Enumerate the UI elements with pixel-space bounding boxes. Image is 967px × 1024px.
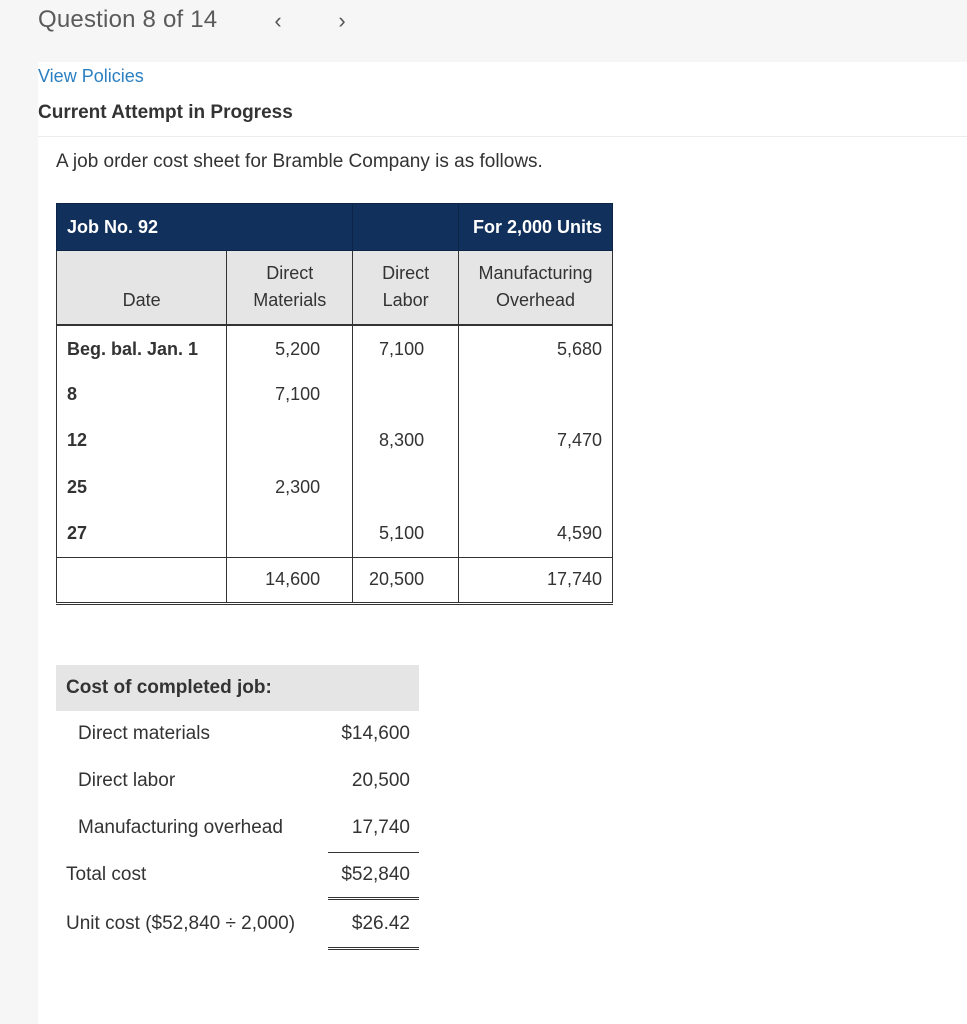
row-date: 12 xyxy=(57,418,227,465)
col-header-dm-line1: Direct xyxy=(266,263,314,284)
question-intro: A job order cost sheet for Bramble Company is as follows. xyxy=(56,151,543,172)
row-direct-labor: 5,100 xyxy=(353,511,459,558)
col-header-overhead xyxy=(459,251,613,325)
previous-question-button[interactable] xyxy=(268,8,288,34)
section-divider xyxy=(38,136,967,137)
col-header-direct-materials xyxy=(227,251,353,325)
totals-blank xyxy=(57,557,227,604)
unit-cost-value: $26.42 xyxy=(351,913,410,934)
chevron-left-icon: ‹ xyxy=(274,8,282,33)
subtotal-rule xyxy=(328,852,419,853)
table-row xyxy=(57,325,613,372)
job-number: Job No. 92 xyxy=(57,204,353,251)
total-cost-label: Total cost xyxy=(66,864,147,885)
col-header-dl-line2: Labor xyxy=(382,290,429,311)
row-direct-materials xyxy=(227,418,353,465)
col-header-direct-labor xyxy=(353,251,459,325)
row-date: 8 xyxy=(57,371,227,418)
row-date: 25 xyxy=(57,464,227,511)
completed-item-label: Manufacturing overhead xyxy=(78,817,283,838)
table-row xyxy=(57,464,613,511)
blank-header-cell xyxy=(353,204,459,251)
total-cost-value: $52,840 xyxy=(341,864,410,885)
row-direct-materials xyxy=(227,511,353,558)
table-row xyxy=(57,418,613,465)
row-direct-materials: 5,200 xyxy=(227,325,353,372)
col-header-dm-line2: Materials xyxy=(253,290,327,311)
completed-item-value: 20,500 xyxy=(351,770,410,791)
row-overhead: 4,590 xyxy=(459,511,613,558)
row-overhead: 5,680 xyxy=(459,325,613,372)
total-direct-labor: 20,500 xyxy=(353,557,459,604)
col-header-date: Date xyxy=(57,251,227,325)
question-counter: Question 8 of 14 xyxy=(38,6,218,33)
left-gutter xyxy=(0,62,38,1024)
row-overhead xyxy=(459,371,613,418)
row-overhead xyxy=(459,464,613,511)
completed-item-value: $14,600 xyxy=(341,723,410,744)
row-direct-materials: 2,300 xyxy=(227,464,353,511)
completed-item-label: Direct materials xyxy=(78,723,210,744)
table-row xyxy=(57,511,613,558)
row-date: Beg. bal. Jan. 1 xyxy=(57,325,227,372)
view-policies-link[interactable]: View Policies xyxy=(38,66,144,86)
completed-item-label: Direct labor xyxy=(78,770,176,791)
total-double-rule xyxy=(328,897,419,900)
row-date: 27 xyxy=(57,511,227,558)
unit-cost-double-rule xyxy=(328,947,419,950)
units-label: For 2,000 Units xyxy=(459,204,613,251)
table-row xyxy=(57,371,613,418)
row-direct-labor xyxy=(353,464,459,511)
job-order-cost-sheet xyxy=(56,203,613,605)
chevron-right-icon: › xyxy=(338,8,346,33)
row-direct-labor xyxy=(353,371,459,418)
col-header-oh-line1: Manufacturing xyxy=(478,263,593,284)
row-direct-labor: 8,300 xyxy=(353,418,459,465)
row-direct-materials: 7,100 xyxy=(227,371,353,418)
total-overhead: 17,740 xyxy=(459,557,613,604)
column-header-row xyxy=(57,251,613,325)
unit-cost-label: Unit cost ($52,840 ÷ 2,000) xyxy=(66,913,296,934)
totals-row xyxy=(57,557,613,604)
col-header-oh-line2: Overhead xyxy=(496,290,576,311)
next-question-button[interactable] xyxy=(332,8,352,34)
col-header-dl-line1: Direct xyxy=(382,263,430,284)
row-overhead: 7,470 xyxy=(459,418,613,465)
completed-job-title: Cost of completed job: xyxy=(66,677,272,698)
row-direct-labor: 7,100 xyxy=(353,325,459,372)
attempt-status: Current Attempt in Progress xyxy=(38,102,293,123)
sheet-title-row xyxy=(57,204,613,251)
total-direct-materials: 14,600 xyxy=(227,557,353,604)
completed-item-value: 17,740 xyxy=(351,817,410,838)
